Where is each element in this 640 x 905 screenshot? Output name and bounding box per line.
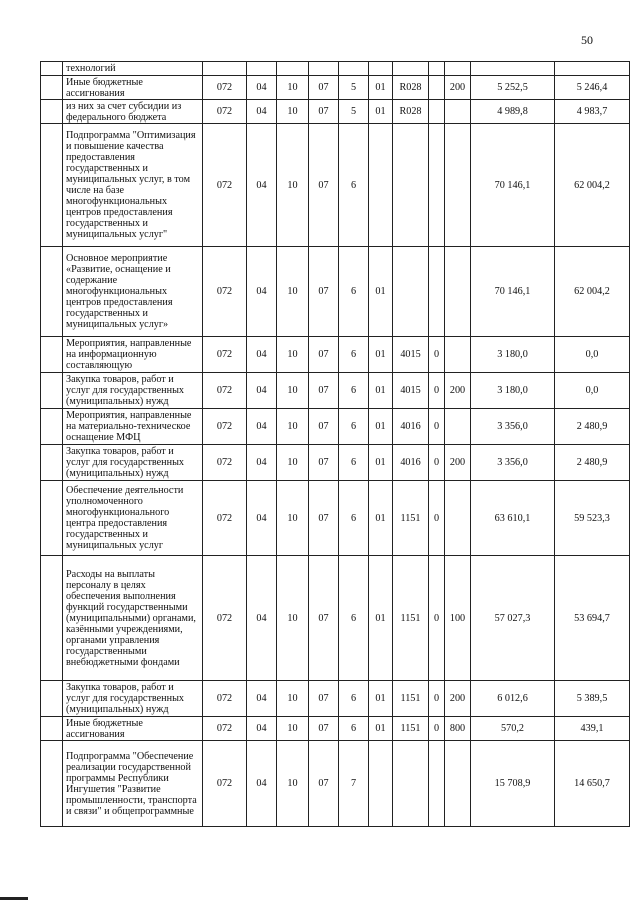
row-name: Обеспечение деятельности уполномоченного многофункционального центра предоставления государственных и муниципальных услуг — [63, 481, 203, 556]
main-event-cell — [369, 62, 393, 76]
sum-actual-cell: 59 523,3 — [555, 481, 630, 556]
row-marker-cell — [41, 124, 63, 247]
sum-actual-cell: 53 694,7 — [555, 556, 630, 681]
direction-cell: 1151 — [393, 717, 429, 741]
subprogram-cell: 6 — [339, 556, 369, 681]
ministry-cell: 072 — [203, 247, 247, 337]
subsection-cell: 10 — [277, 681, 309, 717]
sum-plan-cell: 15 708,9 — [471, 741, 555, 827]
sum-plan-cell: 6 012,6 — [471, 681, 555, 717]
section-cell: 04 — [247, 717, 277, 741]
ministry-cell: 072 — [203, 481, 247, 556]
sum-actual-cell: 0,0 — [555, 373, 630, 409]
subsection-cell: 10 — [277, 373, 309, 409]
direction-cell — [393, 124, 429, 247]
row-marker-cell — [41, 247, 63, 337]
ministry-cell: 072 — [203, 76, 247, 100]
sum-plan-cell: 3 180,0 — [471, 373, 555, 409]
row-name: Мероприятия, направленные на информационную составляющую — [63, 337, 203, 373]
sum-plan-cell: 4 989,8 — [471, 100, 555, 124]
table-row — [41, 62, 630, 76]
extra-cell: 0 — [429, 373, 445, 409]
subprogram-cell: 5 — [339, 100, 369, 124]
direction-cell — [393, 62, 429, 76]
program-cell — [309, 62, 339, 76]
main-event-cell: 01 — [369, 481, 393, 556]
direction-cell: 1151 — [393, 481, 429, 556]
subprogram-cell: 6 — [339, 247, 369, 337]
ministry-cell: 072 — [203, 124, 247, 247]
main-event-cell: 01 — [369, 373, 393, 409]
sum-plan-cell: 570,2 — [471, 717, 555, 741]
expense-type-cell — [445, 62, 471, 76]
direction-cell: 4015 — [393, 337, 429, 373]
sum-actual-cell: 14 650,7 — [555, 741, 630, 827]
section-cell: 04 — [247, 481, 277, 556]
expense-type-cell — [445, 247, 471, 337]
subsection-cell: 10 — [277, 337, 309, 373]
extra-cell — [429, 741, 445, 827]
expense-type-cell — [445, 100, 471, 124]
table-row — [41, 337, 630, 373]
section-cell: 04 — [247, 100, 277, 124]
subprogram-cell: 6 — [339, 445, 369, 481]
row-name: технологий — [63, 62, 203, 76]
section-cell: 04 — [247, 556, 277, 681]
direction-cell: 4016 — [393, 445, 429, 481]
subprogram-cell: 5 — [339, 76, 369, 100]
extra-cell: 0 — [429, 556, 445, 681]
program-cell: 07 — [309, 76, 339, 100]
extra-cell: 0 — [429, 717, 445, 741]
row-name: Основное мероприятие «Развитие, оснащение и содержание многофункциональных центров предоставления государственных и муниципальных услуг» — [63, 247, 203, 337]
expense-type-cell: 100 — [445, 556, 471, 681]
sum-plan-cell: 3 356,0 — [471, 445, 555, 481]
program-cell: 07 — [309, 445, 339, 481]
subsection-cell: 10 — [277, 445, 309, 481]
main-event-cell: 01 — [369, 409, 393, 445]
main-event-cell: 01 — [369, 100, 393, 124]
extra-cell: 0 — [429, 409, 445, 445]
sum-plan-cell: 70 146,1 — [471, 247, 555, 337]
table-row — [41, 76, 630, 100]
direction-cell — [393, 247, 429, 337]
program-cell: 07 — [309, 409, 339, 445]
sum-actual-cell: 5 246,4 — [555, 76, 630, 100]
subsection-cell: 10 — [277, 741, 309, 827]
sum-actual-cell: 0,0 — [555, 337, 630, 373]
program-cell: 07 — [309, 681, 339, 717]
row-name: Подпрограмма "Оптимизация и повышение качества предоставления государственных и муниципальных услуг, в том числе на базе многофункциональных центров предоставления государственных и муниципальных услуг" — [63, 124, 203, 247]
table-row — [41, 445, 630, 481]
sum-actual-cell: 62 004,2 — [555, 124, 630, 247]
direction-cell: R028 — [393, 76, 429, 100]
row-marker-cell — [41, 481, 63, 556]
ministry-cell: 072 — [203, 337, 247, 373]
extra-cell — [429, 247, 445, 337]
sum-actual-cell: 439,1 — [555, 717, 630, 741]
ministry-cell: 072 — [203, 681, 247, 717]
sum-actual-cell: 2 480,9 — [555, 409, 630, 445]
table-body — [41, 62, 630, 827]
sum-actual-cell — [555, 62, 630, 76]
row-marker-cell — [41, 445, 63, 481]
subsection-cell: 10 — [277, 409, 309, 445]
main-event-cell: 01 — [369, 76, 393, 100]
section-cell: 04 — [247, 409, 277, 445]
ministry-cell: 072 — [203, 556, 247, 681]
row-marker-cell — [41, 62, 63, 76]
table-row — [41, 247, 630, 337]
row-marker-cell — [41, 741, 63, 827]
ministry-cell — [203, 62, 247, 76]
direction-cell: 4015 — [393, 373, 429, 409]
sum-plan-cell: 3 356,0 — [471, 409, 555, 445]
subsection-cell: 10 — [277, 247, 309, 337]
program-cell: 07 — [309, 741, 339, 827]
budget-table — [40, 61, 630, 827]
program-cell: 07 — [309, 337, 339, 373]
ministry-cell: 072 — [203, 741, 247, 827]
expense-type-cell — [445, 409, 471, 445]
table-row — [41, 481, 630, 556]
expense-type-cell: 200 — [445, 373, 471, 409]
extra-cell: 0 — [429, 445, 445, 481]
subsection-cell: 10 — [277, 100, 309, 124]
extra-cell: 0 — [429, 681, 445, 717]
subsection-cell: 10 — [277, 556, 309, 681]
expense-type-cell — [445, 337, 471, 373]
scan-edge-mark — [0, 897, 28, 900]
extra-cell — [429, 76, 445, 100]
row-marker-cell — [41, 681, 63, 717]
subsection-cell: 10 — [277, 481, 309, 556]
section-cell: 04 — [247, 247, 277, 337]
page-number: 50 — [581, 33, 593, 47]
sum-plan-cell: 70 146,1 — [471, 124, 555, 247]
section-cell: 04 — [247, 124, 277, 247]
main-event-cell: 01 — [369, 717, 393, 741]
subprogram-cell: 6 — [339, 373, 369, 409]
section-cell — [247, 62, 277, 76]
subprogram-cell: 6 — [339, 409, 369, 445]
program-cell: 07 — [309, 247, 339, 337]
main-event-cell: 01 — [369, 681, 393, 717]
row-name: Закупка товаров, работ и услуг для государственных (муниципальных) нужд — [63, 445, 203, 481]
section-cell: 04 — [247, 681, 277, 717]
extra-cell: 0 — [429, 481, 445, 556]
row-marker-cell — [41, 373, 63, 409]
row-marker-cell — [41, 556, 63, 681]
subprogram-cell: 6 — [339, 681, 369, 717]
main-event-cell: 01 — [369, 337, 393, 373]
section-cell: 04 — [247, 337, 277, 373]
sum-actual-cell: 5 389,5 — [555, 681, 630, 717]
subprogram-cell: 6 — [339, 337, 369, 373]
table-row — [41, 124, 630, 247]
subprogram-cell: 7 — [339, 741, 369, 827]
subsection-cell: 10 — [277, 717, 309, 741]
direction-cell: 1151 — [393, 681, 429, 717]
sum-actual-cell: 2 480,9 — [555, 445, 630, 481]
table-row — [41, 100, 630, 124]
row-marker-cell — [41, 76, 63, 100]
expense-type-cell: 800 — [445, 717, 471, 741]
table-row — [41, 409, 630, 445]
row-marker-cell — [41, 409, 63, 445]
direction-cell — [393, 741, 429, 827]
subsection-cell: 10 — [277, 76, 309, 100]
extra-cell: 0 — [429, 337, 445, 373]
program-cell: 07 — [309, 481, 339, 556]
main-event-cell: 01 — [369, 445, 393, 481]
direction-cell: R028 — [393, 100, 429, 124]
row-name: Иные бюджетные ассигнования — [63, 76, 203, 100]
row-marker-cell — [41, 337, 63, 373]
section-cell: 04 — [247, 741, 277, 827]
program-cell: 07 — [309, 100, 339, 124]
direction-cell: 1151 — [393, 556, 429, 681]
direction-cell: 4016 — [393, 409, 429, 445]
table-row — [41, 556, 630, 681]
sum-plan-cell: 57 027,3 — [471, 556, 555, 681]
section-cell: 04 — [247, 76, 277, 100]
sum-plan-cell — [471, 62, 555, 76]
row-name: Мероприятия, направленные на материально-техническое оснащение МФЦ — [63, 409, 203, 445]
row-name: Иные бюджетные ассигнования — [63, 717, 203, 741]
sum-plan-cell: 3 180,0 — [471, 337, 555, 373]
expense-type-cell: 200 — [445, 681, 471, 717]
ministry-cell: 072 — [203, 409, 247, 445]
section-cell: 04 — [247, 373, 277, 409]
expense-type-cell — [445, 481, 471, 556]
row-name: Закупка товаров, работ и услуг для государственных (муниципальных) нужд — [63, 681, 203, 717]
subprogram-cell: 6 — [339, 481, 369, 556]
ministry-cell: 072 — [203, 373, 247, 409]
table-row — [41, 681, 630, 717]
program-cell: 07 — [309, 124, 339, 247]
subprogram-cell — [339, 62, 369, 76]
row-name: из них за счет субсидии из федерального бюджета — [63, 100, 203, 124]
main-event-cell — [369, 741, 393, 827]
table-row — [41, 717, 630, 741]
row-name: Закупка товаров, работ и услуг для государственных (муниципальных) нужд — [63, 373, 203, 409]
row-name: Подпрограмма "Обеспечение реализации государственной программы Республики Ингушетия "Развитие промышленности, транспорта и связи" и общепрограммные — [63, 741, 203, 827]
program-cell: 07 — [309, 717, 339, 741]
subsection-cell: 10 — [277, 124, 309, 247]
ministry-cell: 072 — [203, 445, 247, 481]
subprogram-cell: 6 — [339, 124, 369, 247]
expense-type-cell: 200 — [445, 445, 471, 481]
row-name: Расходы на выплаты персоналу в целях обеспечения выполнения функций государственными (муниципальными) органами, казёнными учреждениями, органами управления государственными внебюджетными фондами — [63, 556, 203, 681]
expense-type-cell — [445, 124, 471, 247]
ministry-cell: 072 — [203, 717, 247, 741]
subprogram-cell: 6 — [339, 717, 369, 741]
subsection-cell — [277, 62, 309, 76]
table-row — [41, 741, 630, 827]
expense-type-cell — [445, 741, 471, 827]
extra-cell — [429, 124, 445, 247]
program-cell: 07 — [309, 373, 339, 409]
extra-cell — [429, 100, 445, 124]
expense-type-cell: 200 — [445, 76, 471, 100]
main-event-cell — [369, 124, 393, 247]
program-cell: 07 — [309, 556, 339, 681]
table-row — [41, 373, 630, 409]
ministry-cell: 072 — [203, 100, 247, 124]
sum-actual-cell: 4 983,7 — [555, 100, 630, 124]
row-marker-cell — [41, 717, 63, 741]
section-cell: 04 — [247, 445, 277, 481]
sum-actual-cell: 62 004,2 — [555, 247, 630, 337]
main-event-cell: 01 — [369, 556, 393, 681]
main-event-cell: 01 — [369, 247, 393, 337]
sum-plan-cell: 5 252,5 — [471, 76, 555, 100]
extra-cell — [429, 62, 445, 76]
sum-plan-cell: 63 610,1 — [471, 481, 555, 556]
row-marker-cell — [41, 100, 63, 124]
